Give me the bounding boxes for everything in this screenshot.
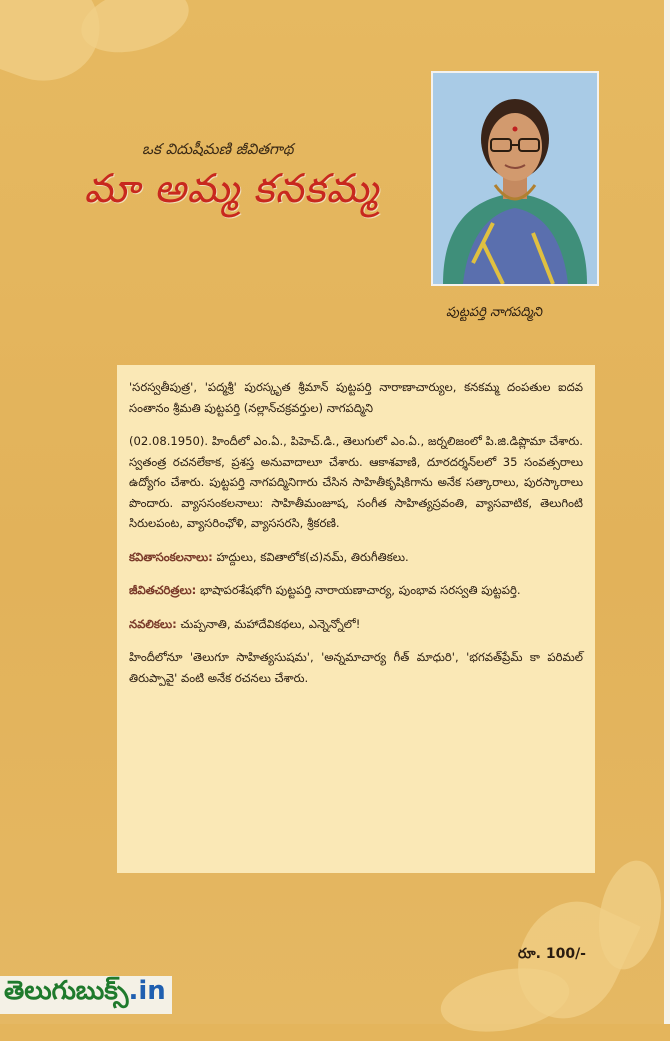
bio-paragraph: 'సరస్వతీపుత్ర', 'పద్మశ్రీ' పురస్కృత శ్రీమాన్ పుట్టపర్తి నారాణాచార్యుల, కనకమ్మ దంపతుల ఐదవ సంతానం శ్రీమతి పుట్టపర్తి (నల్లాన్‌చక్రవర్తుల) నాగపద్మిని <box>129 380 583 415</box>
book-subtitle: ఒక విదుషీమణి జీవితగాథ <box>142 140 294 158</box>
author-portrait-icon <box>433 73 597 284</box>
page-edge <box>664 0 670 1024</box>
bio-text: హద్దులు, కవితాలోక(చ)నమ్, తిరుగీతికలు. <box>216 549 409 564</box>
site-tld: .in <box>128 976 166 1006</box>
bio-text: చుప్పనాతి, మహాదేవికథలు, ఎన్నెన్నోలో! <box>180 616 361 631</box>
author-bio-box <box>117 365 595 873</box>
book-title: మా అమ్మ కనకమ్మ <box>84 166 379 212</box>
bio-paragraph: హిందీలోనూ 'తెలుగూ సాహిత్యసుషమ', 'అన్నమాచార్య గీత్ మాధురి', 'భగవత్‌ప్రేమ్ కా పరిమల్ తిరుప్పావై' వంటి అనేక రచనలు చేశారు. <box>129 650 583 685</box>
bio-paragraph: (02.08.1950). హిందీలో ఎం.ఏ., పిహెచ్.డి., తెలుగులో ఎం.ఏ., జర్నలిజంలో పి.జి.డిప్లొమా చేశారు. స్వతంత్ర రచనలేకాక, ప్రశస్త అనువాదాలూ చేశారు. ఆకాశవాణి, దూరదర్శన్‌లలో 35 సంవత్సరాలు ఉద్యోగం చేశారు. పుట్టపర్తి నాగపద్మినిగారు చేసిన సాహితీకృషికిగాను అనేక సత్కారాలు, పురస్కారాలు పొందారు. వ్యాససంకలనాలు: సాహితీమంజూష, సంగీత సాహిత్యస్రవంతి, వ్యాసవాటిక, తెలుగింటి సిరులపంట, వ్యాసరింఛోళి, వ్యాససరసి, శ్రీకరణి. <box>129 434 583 530</box>
bio-text: భాషాపరశేషభోగి పుట్టపర్తి నారాయణాచార్య, పుంభావ సరస్వతి పుట్టపర్తి. <box>200 583 521 597</box>
author-caption: పుట్టపర్తి నాగపద్మిని <box>446 305 543 320</box>
price-label: రూ. 100/- <box>518 946 586 962</box>
site-name: తెలుగుబుక్స్ <box>4 976 129 1006</box>
bio-label: జీవితచరిత్రలు: <box>129 583 197 597</box>
bio-paragraph <box>129 547 583 568</box>
bio-paragraph <box>129 614 583 635</box>
author-photo <box>431 71 599 286</box>
bio-paragraph <box>129 580 583 601</box>
bio-label: నవలికలు: <box>129 616 177 631</box>
site-watermark <box>0 976 172 1014</box>
bio-label: కవితాసంకలనాలు: <box>129 549 213 564</box>
